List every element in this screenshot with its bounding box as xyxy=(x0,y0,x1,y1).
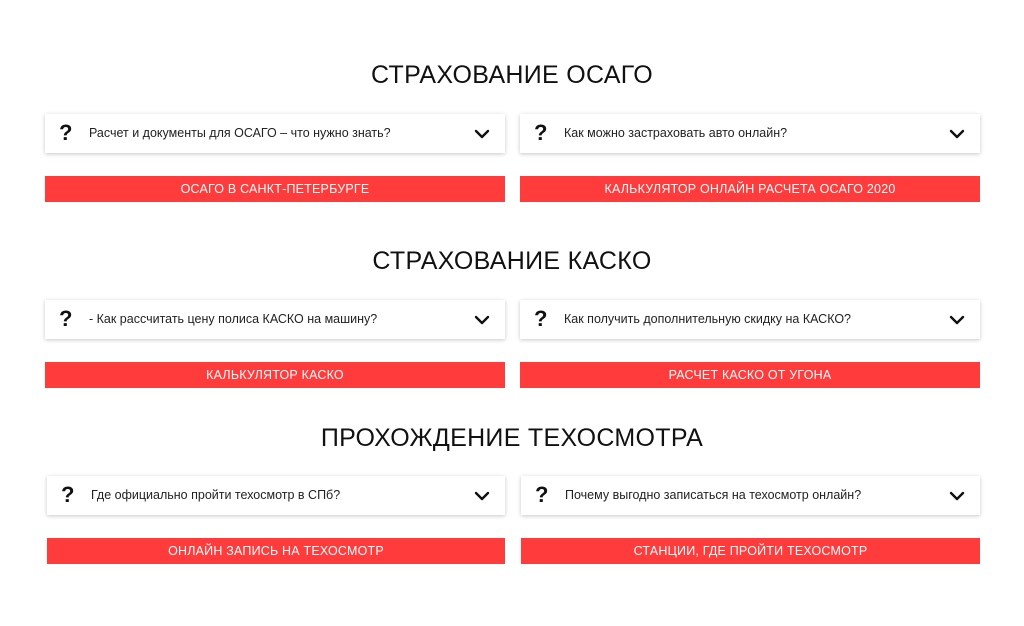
question-icon: ? xyxy=(59,120,73,145)
faq-item[interactable] xyxy=(45,114,505,153)
faq-item[interactable] xyxy=(521,476,980,515)
faq-question: Расчет и документы для ОСАГО – что нужно знать? xyxy=(89,126,391,140)
chevron-down-icon[interactable] xyxy=(948,487,966,505)
faq-item[interactable] xyxy=(520,114,980,153)
question-icon: ? xyxy=(534,120,548,145)
question-icon: ? xyxy=(534,306,548,331)
faq-question: Как можно застраховать авто онлайн? xyxy=(564,126,788,140)
chevron-down-icon[interactable] xyxy=(473,125,491,143)
osago-calculator-button[interactable]: КАЛЬКУЛЯТОР ОНЛАЙН РАСЧЕТА ОСАГО 2020 xyxy=(520,176,980,202)
faq-question: Как получить дополнительную скидку на КАСКО? xyxy=(564,312,852,326)
faq-question: - Как рассчитать цену полиса КАСКО на машину? xyxy=(89,312,378,326)
section-title-inspection: ПРОХОЖДЕНИЕ ТЕХОСМОТРА xyxy=(320,424,704,452)
question-icon: ? xyxy=(535,482,549,507)
chevron-down-icon[interactable] xyxy=(948,125,966,143)
osago-spb-button[interactable]: ОСАГО В САНКТ-ПЕТЕРБУРГЕ xyxy=(45,176,505,202)
faq-item[interactable] xyxy=(520,300,980,339)
faq-item[interactable] xyxy=(45,300,505,339)
faq-question: Где официально пройти техосмотр в СПб? xyxy=(91,488,341,502)
faq-item[interactable] xyxy=(47,476,505,515)
question-icon: ? xyxy=(61,482,75,507)
faq-question: Почему выгодно записаться на техосмотр онлайн? xyxy=(565,488,862,502)
inspection-booking-button[interactable]: ОНЛАЙН ЗАПИСЬ НА ТЕХОСМОТР xyxy=(47,538,505,564)
section-title-kasko: СТРАХОВАНИЕ КАСКО xyxy=(372,247,652,275)
inspection-stations-button[interactable]: СТАНЦИИ, ГДЕ ПРОЙТИ ТЕХОСМОТР xyxy=(521,538,980,564)
question-icon: ? xyxy=(59,306,73,331)
chevron-down-icon[interactable] xyxy=(473,311,491,329)
kasko-calculator-button[interactable]: КАЛЬКУЛЯТОР КАСКО xyxy=(45,362,505,388)
section-title-osago: СТРАХОВАНИЕ ОСАГО xyxy=(371,61,653,89)
chevron-down-icon[interactable] xyxy=(473,487,491,505)
chevron-down-icon[interactable] xyxy=(948,311,966,329)
kasko-theft-button[interactable]: РАСЧЕТ КАСКО ОТ УГОНА xyxy=(520,362,980,388)
